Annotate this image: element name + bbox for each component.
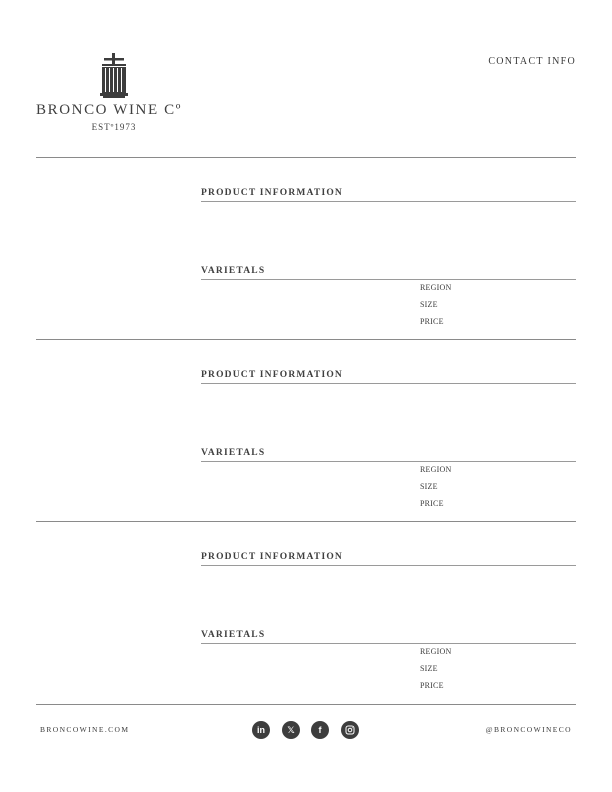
size-label: SIZE xyxy=(420,482,438,491)
footer-website-link[interactable]: BRONCOWINE.COM xyxy=(40,725,130,734)
wine-press-logo-icon xyxy=(100,53,128,99)
contact-info-heading: CONTACT INFO xyxy=(488,56,576,67)
product-information-heading xyxy=(201,553,576,566)
footer-social-handle[interactable]: @BRONCOWINECO xyxy=(485,725,572,734)
instagram-glyph xyxy=(345,725,355,735)
brand-established: ESTº1973 xyxy=(91,122,137,132)
product-information-label: PRODUCT INFORMATION xyxy=(201,188,343,198)
price-label: PRICE xyxy=(420,317,444,326)
size-label: SIZE xyxy=(420,300,438,309)
divider-footer xyxy=(36,704,576,705)
product-information-label: PRODUCT INFORMATION xyxy=(201,552,343,562)
product-information-label: PRODUCT INFORMATION xyxy=(201,370,343,380)
facebook-icon[interactable]: f xyxy=(311,721,329,739)
varietals-label: VARIETALS xyxy=(201,266,266,276)
x-icon[interactable]: 𝕏 xyxy=(282,721,300,739)
divider-section-1 xyxy=(36,339,576,340)
price-label: PRICE xyxy=(420,681,444,690)
size-label: SIZE xyxy=(420,664,438,673)
varietals-label: VARIETALS xyxy=(201,630,266,640)
linkedin-icon[interactable]: in xyxy=(252,721,270,739)
varietals-heading xyxy=(201,631,576,644)
varietals-label: VARIETALS xyxy=(201,448,266,458)
product-information-heading xyxy=(201,371,576,384)
varietals-heading xyxy=(201,449,576,462)
region-label: REGION xyxy=(420,647,452,656)
instagram-icon[interactable] xyxy=(341,721,359,739)
product-information-heading xyxy=(201,189,576,202)
region-label: REGION xyxy=(420,465,452,474)
region-label: REGION xyxy=(420,283,452,292)
divider-top xyxy=(36,157,576,158)
divider-section-2 xyxy=(36,521,576,522)
brand-name: BRONCO WINE Cº xyxy=(36,102,182,118)
varietals-heading xyxy=(201,267,576,280)
price-label: PRICE xyxy=(420,499,444,508)
